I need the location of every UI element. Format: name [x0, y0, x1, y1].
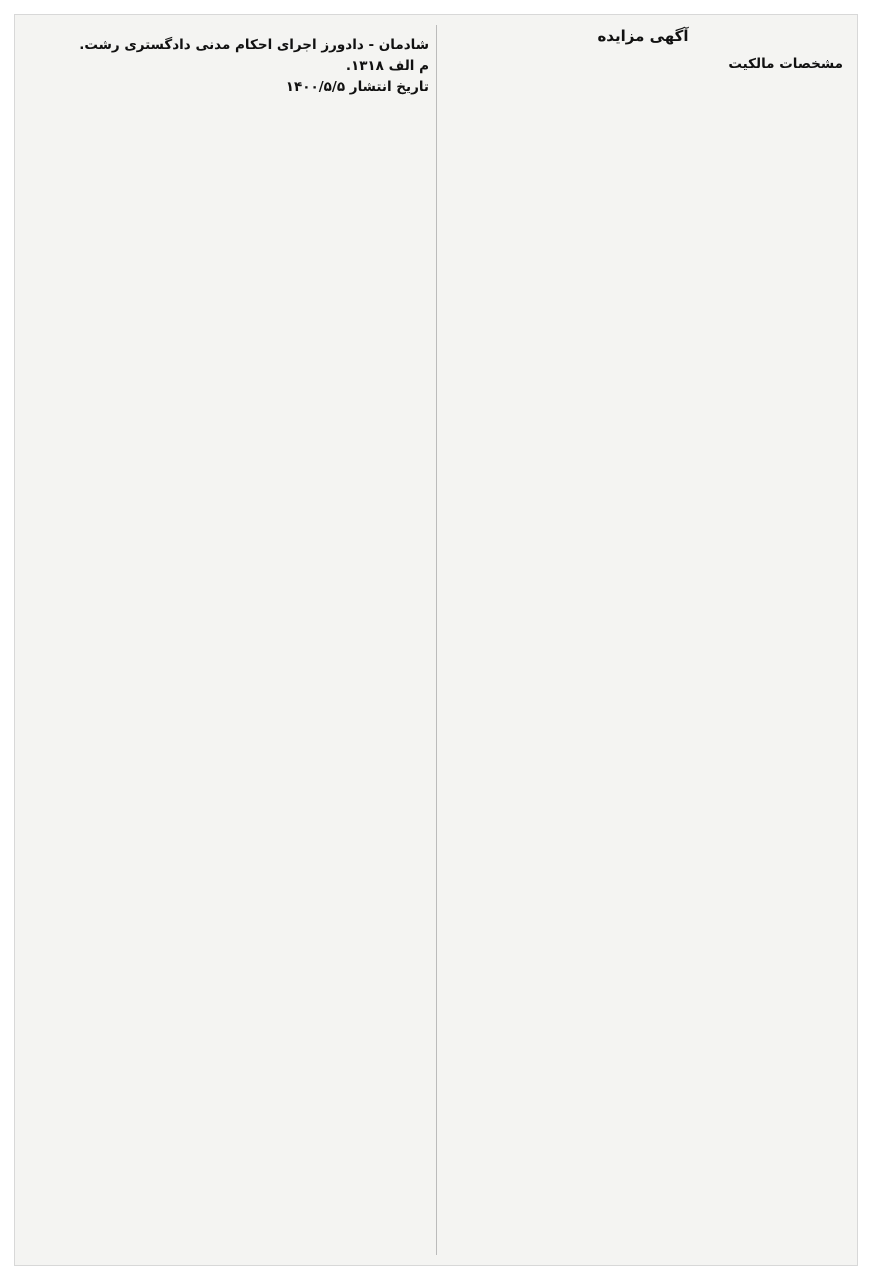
- left-column: [29, 25, 429, 98]
- notice-heading: آگهی مزایده: [597, 27, 689, 45]
- closing-block: [29, 35, 429, 98]
- column-divider: [436, 25, 437, 1255]
- officer-line: شادمان - دادورز اجرای احکام مدنی دادگستری رشت.: [79, 37, 429, 53]
- section-title-ownership: مشخصات مالکیت: [728, 56, 843, 73]
- newspaper-clipping: [14, 14, 858, 1266]
- right-column: [443, 25, 843, 75]
- reference-line: م الف ۱۳۱۸.: [345, 57, 429, 74]
- publication-date: تاریخ انتشار ۱۴۰۰/۵/۵: [285, 78, 429, 95]
